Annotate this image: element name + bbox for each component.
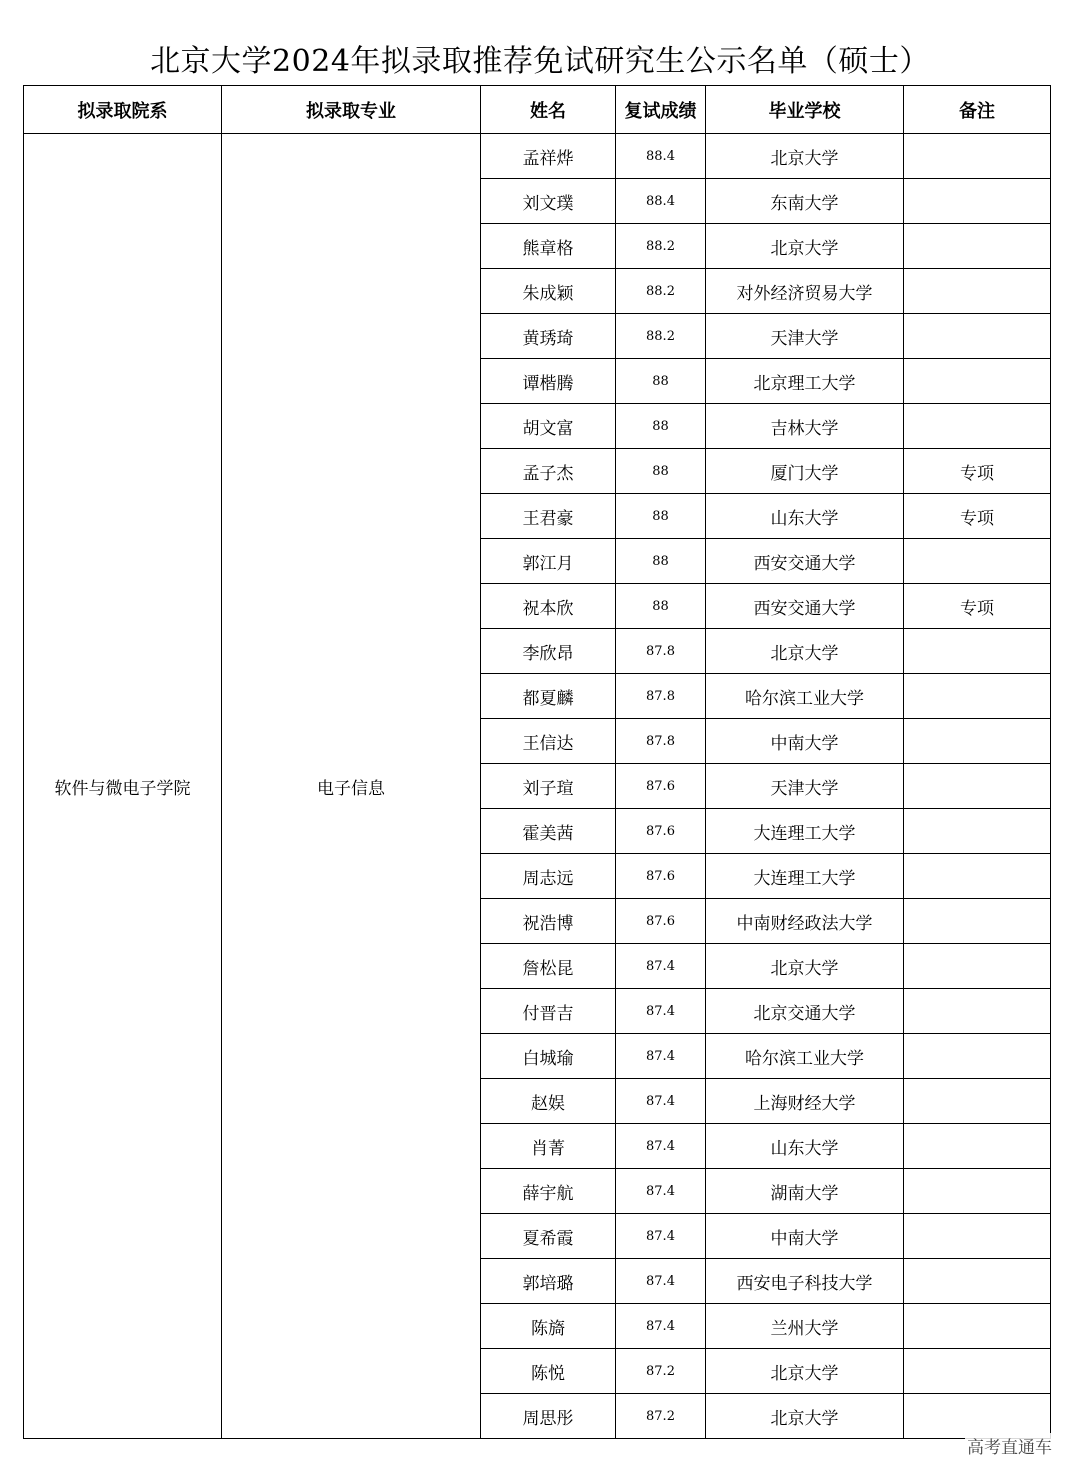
name-cell: 周思彤 (481, 1394, 616, 1439)
school-cell: 北京交通大学 (706, 989, 904, 1034)
score-cell: 88 (616, 449, 706, 494)
score-cell: 87.4 (616, 1124, 706, 1169)
note-cell: 专项 (904, 494, 1051, 539)
note-cell: 专项 (904, 449, 1051, 494)
school-cell: 天津大学 (706, 314, 904, 359)
note-cell (904, 719, 1051, 764)
score-cell: 87.2 (616, 1349, 706, 1394)
name-cell: 周志远 (481, 854, 616, 899)
score-cell: 88.2 (616, 269, 706, 314)
note-cell (904, 359, 1051, 404)
school-cell: 西安交通大学 (706, 539, 904, 584)
school-cell: 大连理工大学 (706, 809, 904, 854)
name-cell: 霍美茜 (481, 809, 616, 854)
school-cell: 中南财经政法大学 (706, 899, 904, 944)
score-cell: 87.8 (616, 629, 706, 674)
name-cell: 祝本欣 (481, 584, 616, 629)
score-cell: 88 (616, 359, 706, 404)
school-cell: 山东大学 (706, 494, 904, 539)
score-cell: 88 (616, 404, 706, 449)
page-title: 北京大学2024年拟录取推荐免试研究生公示名单（硕士） (150, 44, 930, 79)
name-cell: 刘子瑄 (481, 764, 616, 809)
name-cell: 夏希霞 (481, 1214, 616, 1259)
note-cell (904, 1259, 1051, 1304)
note-cell (904, 944, 1051, 989)
school-cell: 对外经济贸易大学 (706, 269, 904, 314)
name-cell: 陈悦 (481, 1349, 616, 1394)
school-cell: 西安交通大学 (706, 584, 904, 629)
name-cell: 胡文富 (481, 404, 616, 449)
name-cell: 郭培璐 (481, 1259, 616, 1304)
score-cell: 87.4 (616, 1304, 706, 1349)
school-cell: 中南大学 (706, 719, 904, 764)
header-row (24, 86, 1051, 134)
note-cell (904, 899, 1051, 944)
note-cell (904, 629, 1051, 674)
header-name: 姓名 (481, 86, 616, 134)
name-cell: 郭江月 (481, 539, 616, 584)
major-cell: 电子信息 (222, 134, 481, 1439)
score-cell: 87.4 (616, 1034, 706, 1079)
table-row (24, 134, 1051, 179)
note-cell (904, 224, 1051, 269)
note-cell (904, 854, 1051, 899)
note-cell (904, 764, 1051, 809)
note-cell: 专项 (904, 584, 1051, 629)
header-school: 毕业学校 (706, 86, 904, 134)
school-cell: 北京大学 (706, 944, 904, 989)
admission-table (23, 85, 1051, 1439)
name-cell: 孟子杰 (481, 449, 616, 494)
score-cell: 87.2 (616, 1394, 706, 1439)
score-cell: 87.4 (616, 989, 706, 1034)
score-cell: 87.4 (616, 1079, 706, 1124)
name-cell: 黄琇琦 (481, 314, 616, 359)
school-cell: 吉林大学 (706, 404, 904, 449)
name-cell: 李欣昂 (481, 629, 616, 674)
name-cell: 詹松昆 (481, 944, 616, 989)
school-cell: 上海财经大学 (706, 1079, 904, 1124)
name-cell: 祝浩博 (481, 899, 616, 944)
note-cell (904, 1079, 1051, 1124)
note-cell (904, 1214, 1051, 1259)
score-cell: 88.4 (616, 134, 706, 179)
school-cell: 哈尔滨工业大学 (706, 674, 904, 719)
school-cell: 大连理工大学 (706, 854, 904, 899)
school-cell: 北京大学 (706, 629, 904, 674)
department-cell: 软件与微电子学院 (24, 134, 222, 1439)
score-cell: 87.6 (616, 764, 706, 809)
note-cell (904, 179, 1051, 224)
score-cell: 87.6 (616, 899, 706, 944)
name-cell: 付晋吉 (481, 989, 616, 1034)
name-cell: 陈旖 (481, 1304, 616, 1349)
name-cell: 朱成颖 (481, 269, 616, 314)
note-cell (904, 1394, 1051, 1439)
score-cell: 87.4 (616, 1259, 706, 1304)
name-cell: 熊章格 (481, 224, 616, 269)
score-cell: 88.2 (616, 314, 706, 359)
school-cell: 西安电子科技大学 (706, 1259, 904, 1304)
school-cell: 哈尔滨工业大学 (706, 1034, 904, 1079)
header-department: 拟录取院系 (24, 86, 222, 134)
header-score: 复试成绩 (616, 86, 706, 134)
name-cell: 王君豪 (481, 494, 616, 539)
score-cell: 88 (616, 494, 706, 539)
note-cell (904, 989, 1051, 1034)
school-cell: 湖南大学 (706, 1169, 904, 1214)
score-cell: 87.4 (616, 944, 706, 989)
score-cell: 87.8 (616, 674, 706, 719)
name-cell: 赵娱 (481, 1079, 616, 1124)
name-cell: 肖菁 (481, 1124, 616, 1169)
note-cell (904, 1124, 1051, 1169)
name-cell: 薛宇航 (481, 1169, 616, 1214)
watermark-text: 高考直通车 (965, 1433, 1054, 1458)
note-cell (904, 1304, 1051, 1349)
note-cell (904, 404, 1051, 449)
school-cell: 山东大学 (706, 1124, 904, 1169)
school-cell: 北京大学 (706, 134, 904, 179)
score-cell: 88.4 (616, 179, 706, 224)
note-cell (904, 1169, 1051, 1214)
school-cell: 北京大学 (706, 1349, 904, 1394)
score-cell: 87.6 (616, 809, 706, 854)
school-cell: 厦门大学 (706, 449, 904, 494)
note-cell (904, 134, 1051, 179)
note-cell (904, 674, 1051, 719)
header-major: 拟录取专业 (222, 86, 481, 134)
score-cell: 88.2 (616, 224, 706, 269)
score-cell: 87.8 (616, 719, 706, 764)
note-cell (904, 269, 1051, 314)
score-cell: 87.6 (616, 854, 706, 899)
school-cell: 北京大学 (706, 224, 904, 269)
school-cell: 天津大学 (706, 764, 904, 809)
school-cell: 中南大学 (706, 1214, 904, 1259)
note-cell (904, 1034, 1051, 1079)
score-cell: 87.4 (616, 1169, 706, 1214)
score-cell: 87.4 (616, 1214, 706, 1259)
name-cell: 都夏麟 (481, 674, 616, 719)
name-cell: 孟祥烨 (481, 134, 616, 179)
school-cell: 北京大学 (706, 1394, 904, 1439)
note-cell (904, 809, 1051, 854)
note-cell (904, 1349, 1051, 1394)
note-cell (904, 314, 1051, 359)
school-cell: 东南大学 (706, 179, 904, 224)
name-cell: 谭楷腾 (481, 359, 616, 404)
school-cell: 北京理工大学 (706, 359, 904, 404)
score-cell: 88 (616, 539, 706, 584)
table-body (24, 134, 1051, 1439)
name-cell: 刘文璞 (481, 179, 616, 224)
note-cell (904, 539, 1051, 584)
name-cell: 白城瑜 (481, 1034, 616, 1079)
school-cell: 兰州大学 (706, 1304, 904, 1349)
header-note: 备注 (904, 86, 1051, 134)
name-cell: 王信达 (481, 719, 616, 764)
score-cell: 88 (616, 584, 706, 629)
